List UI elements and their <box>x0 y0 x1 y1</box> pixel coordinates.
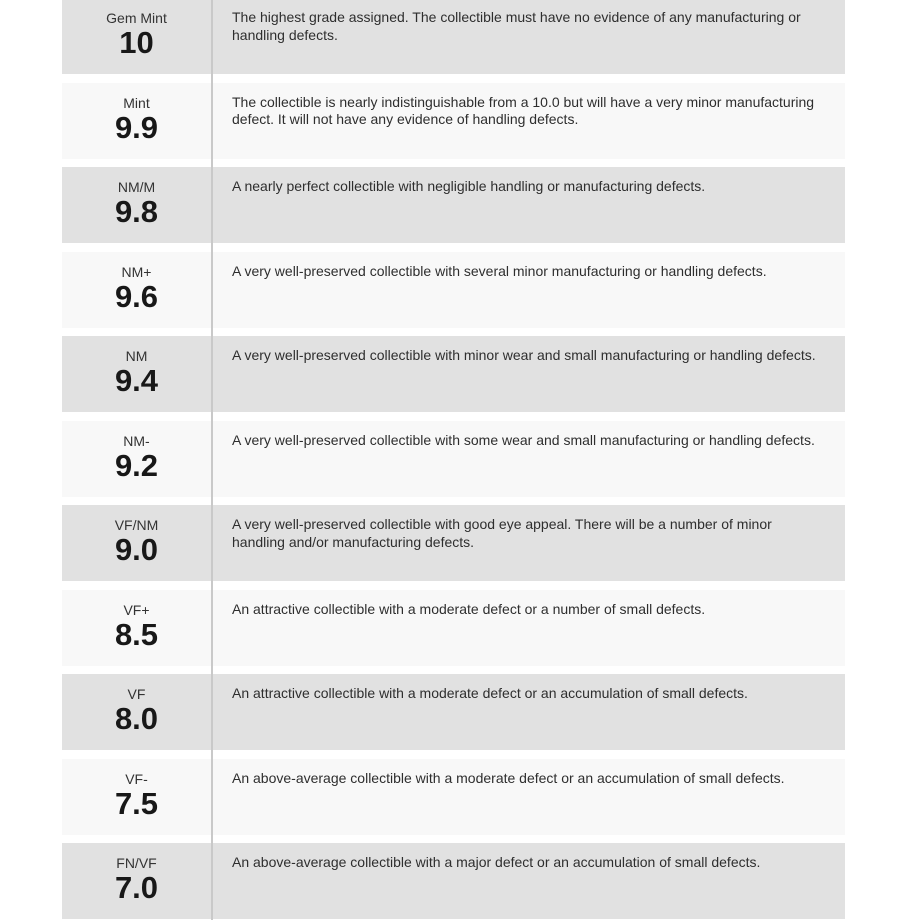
grade-description-cell <box>211 505 845 581</box>
grade-value: 7.5 <box>114 785 159 821</box>
grade-row <box>62 505 845 581</box>
grade-description-cell <box>211 0 845 74</box>
grade-value: 9.4 <box>114 363 159 398</box>
grade-label: Gem Mint <box>106 10 167 26</box>
grade-cell <box>62 421 211 497</box>
grade-value: 9.0 <box>114 532 159 567</box>
grade-value: 7.0 <box>114 870 159 905</box>
grade-cell <box>62 590 211 666</box>
grade-description: A very well-preserved collectible with some wear and small manufacturing or handling defects. <box>232 431 815 448</box>
grade-value: 10 <box>119 25 154 60</box>
grade-description: The collectible is nearly indistinguishable from a 10.0 but will have a very minor manufacturing defect. It will not have any evidence of handling defects. <box>232 93 815 127</box>
grade-row <box>62 0 845 74</box>
grade-label: VF <box>127 686 146 702</box>
grade-cell <box>62 0 211 74</box>
grade-cell <box>62 252 211 328</box>
grade-description-cell <box>211 83 845 159</box>
grade-description: A very well-preserved collectible with minor wear and small manufacturing or handling defects. <box>232 347 816 363</box>
grade-label: NM/M <box>117 179 156 195</box>
grade-value: 9.8 <box>114 194 159 229</box>
grade-description: An attractive collectible with a moderate defect or an accumulation of small defects. <box>232 685 748 701</box>
grade-cell <box>62 505 211 581</box>
grade-description-cell <box>211 167 845 243</box>
grade-value: 9.2 <box>114 447 159 483</box>
grade-label: Mint <box>123 94 150 111</box>
grade-cell <box>62 759 211 835</box>
grade-value: 9.9 <box>114 109 159 145</box>
grade-row <box>62 674 845 750</box>
grade-value: 8.0 <box>114 701 159 736</box>
grade-cell <box>62 674 211 750</box>
grade-description-cell <box>211 674 845 750</box>
grade-description-cell <box>211 421 845 497</box>
grade-label: NM+ <box>121 263 152 280</box>
grade-row <box>62 759 845 835</box>
grade-description: An above-average collectible with a major defect or an accumulation of small defects. <box>232 854 761 870</box>
grade-label: NM <box>125 348 148 364</box>
grade-label: VF/NM <box>114 517 159 533</box>
grade-row <box>62 167 845 243</box>
grade-row <box>62 590 845 666</box>
grade-row <box>62 83 845 159</box>
grade-description: The highest grade assigned. The collectible must have no evidence of any manufacturing or handling defects. <box>232 9 801 43</box>
grade-label: NM- <box>123 432 150 449</box>
grade-cell <box>62 167 211 243</box>
grade-description: A very well-preserved collectible with good eye appeal. There will be a number of minor handling and/or manufacturing defects. <box>232 516 772 550</box>
grade-cell <box>62 83 211 159</box>
grade-description-cell <box>211 759 845 835</box>
grade-value: 9.6 <box>114 278 159 314</box>
grade-description: A nearly perfect collectible with negligible handling or manufacturing defects. <box>232 178 706 194</box>
grading-scale-table <box>62 0 845 920</box>
column-divider <box>211 0 213 920</box>
grade-description: A very well-preserved collectible with several minor manufacturing or handling defects. <box>232 262 767 279</box>
grade-description-cell <box>211 252 845 328</box>
grade-label: VF+ <box>123 601 150 618</box>
grade-description-cell <box>211 590 845 666</box>
grade-row <box>62 336 845 412</box>
grade-description: An above-average collectible with a moderate defect or an accumulation of small defects. <box>232 769 785 786</box>
grade-description-cell <box>211 336 845 412</box>
grade-row <box>62 421 845 497</box>
grade-cell <box>62 336 211 412</box>
grade-label: FN/VF <box>116 855 157 871</box>
grade-row <box>62 252 845 328</box>
grade-value: 8.5 <box>114 616 159 652</box>
grade-description: An attractive collectible with a moderate defect or a number of small defects. <box>232 600 706 617</box>
grade-label: VF- <box>125 770 148 787</box>
